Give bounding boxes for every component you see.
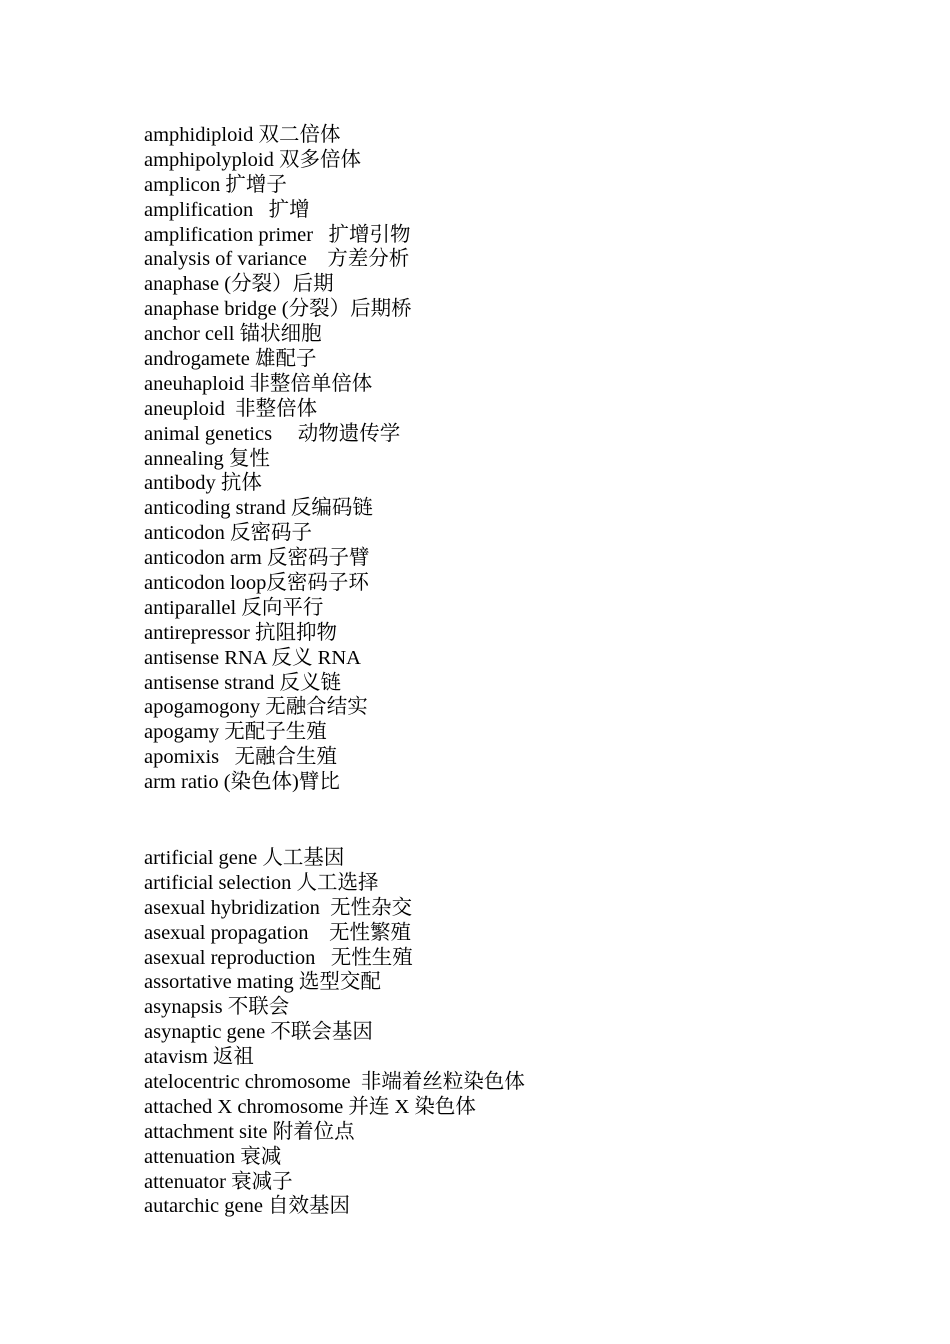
glossary-section-2 — [144, 846, 525, 1219]
glossary-entry: assortative mating 选型交配 — [144, 971, 381, 994]
glossary-entry: arm ratio (染色体)臂比 — [144, 771, 340, 794]
glossary-entry: antisense strand 反义链 — [144, 671, 341, 694]
glossary-entry: asynaptic gene 不联会基因 — [144, 1021, 373, 1044]
glossary-entry: artificial gene 人工基因 — [144, 847, 345, 869]
glossary-entry: amphipolyploid 双多倍体 — [144, 148, 361, 171]
glossary-entry: anchor cell 锚状细胞 — [144, 323, 322, 346]
glossary-entry: amplification 扩增 — [144, 198, 310, 221]
glossary-entry: antiparallel 反向平行 — [144, 596, 324, 619]
glossary-entry: androgamete 雄配子 — [144, 348, 317, 371]
glossary-entry: asexual propagation 无性繁殖 — [144, 921, 412, 944]
glossary-entry: antibody 抗体 — [144, 472, 262, 495]
glossary-entry: apogamogony 无融合结实 — [144, 696, 368, 719]
glossary-entry: analysis of variance 方差分析 — [144, 248, 410, 271]
glossary-entry: amplification primer 扩增引物 — [144, 223, 411, 246]
glossary-entry: antirepressor 抗阻抑物 — [144, 621, 337, 644]
glossary-entry: attenuation 衰减 — [144, 1145, 282, 1168]
glossary-entry: anticodon 反密码子 — [144, 522, 312, 545]
glossary-entry: apomixis 无融合生殖 — [144, 746, 338, 769]
glossary-entry: anaphase (分裂）后期 — [144, 273, 334, 296]
glossary-entry: atelocentric chromosome 非端着丝粒染色体 — [144, 1071, 525, 1094]
glossary-entry: aneuploid 非整倍体 — [144, 397, 318, 420]
glossary-entry: antisense RNA 反义 RNA — [144, 646, 361, 669]
glossary-entry: atavism 返祖 — [144, 1046, 254, 1069]
glossary-entry: anaphase bridge (分裂）后期桥 — [144, 298, 412, 321]
glossary-entry: animal genetics 动物遗传学 — [144, 422, 401, 445]
glossary-entry: amplicon 扩增子 — [144, 173, 287, 196]
glossary-entry: aneuhaploid 非整倍单倍体 — [144, 372, 373, 395]
glossary-entry: apogamy 无配子生殖 — [144, 721, 327, 744]
glossary-entry: annealing 复性 — [144, 447, 270, 470]
glossary-entry: anticodon arm 反密码子臂 — [144, 547, 370, 570]
glossary-entry: asexual hybridization 无性杂交 — [144, 896, 413, 919]
glossary-entry: autarchic gene 自效基因 — [144, 1195, 351, 1218]
glossary-entry: anticoding strand 反编码链 — [144, 497, 373, 520]
glossary-entry: attachment site 附着位点 — [144, 1120, 355, 1143]
glossary-entry: attached X chromosome 并连 X 染色体 — [144, 1095, 476, 1118]
glossary-entry: artificial selection 人工选择 — [144, 871, 379, 894]
glossary-entry: amphidiploid 双二倍体 — [144, 124, 341, 146]
glossary-entry: asynapsis 不联会 — [144, 996, 290, 1019]
glossary-entry: asexual reproduction 无性生殖 — [144, 946, 413, 969]
glossary-entry: attenuator 衰减子 — [144, 1170, 293, 1193]
glossary-section-1 — [144, 123, 412, 795]
glossary-entry: anticodon loop反密码子环 — [144, 572, 369, 595]
